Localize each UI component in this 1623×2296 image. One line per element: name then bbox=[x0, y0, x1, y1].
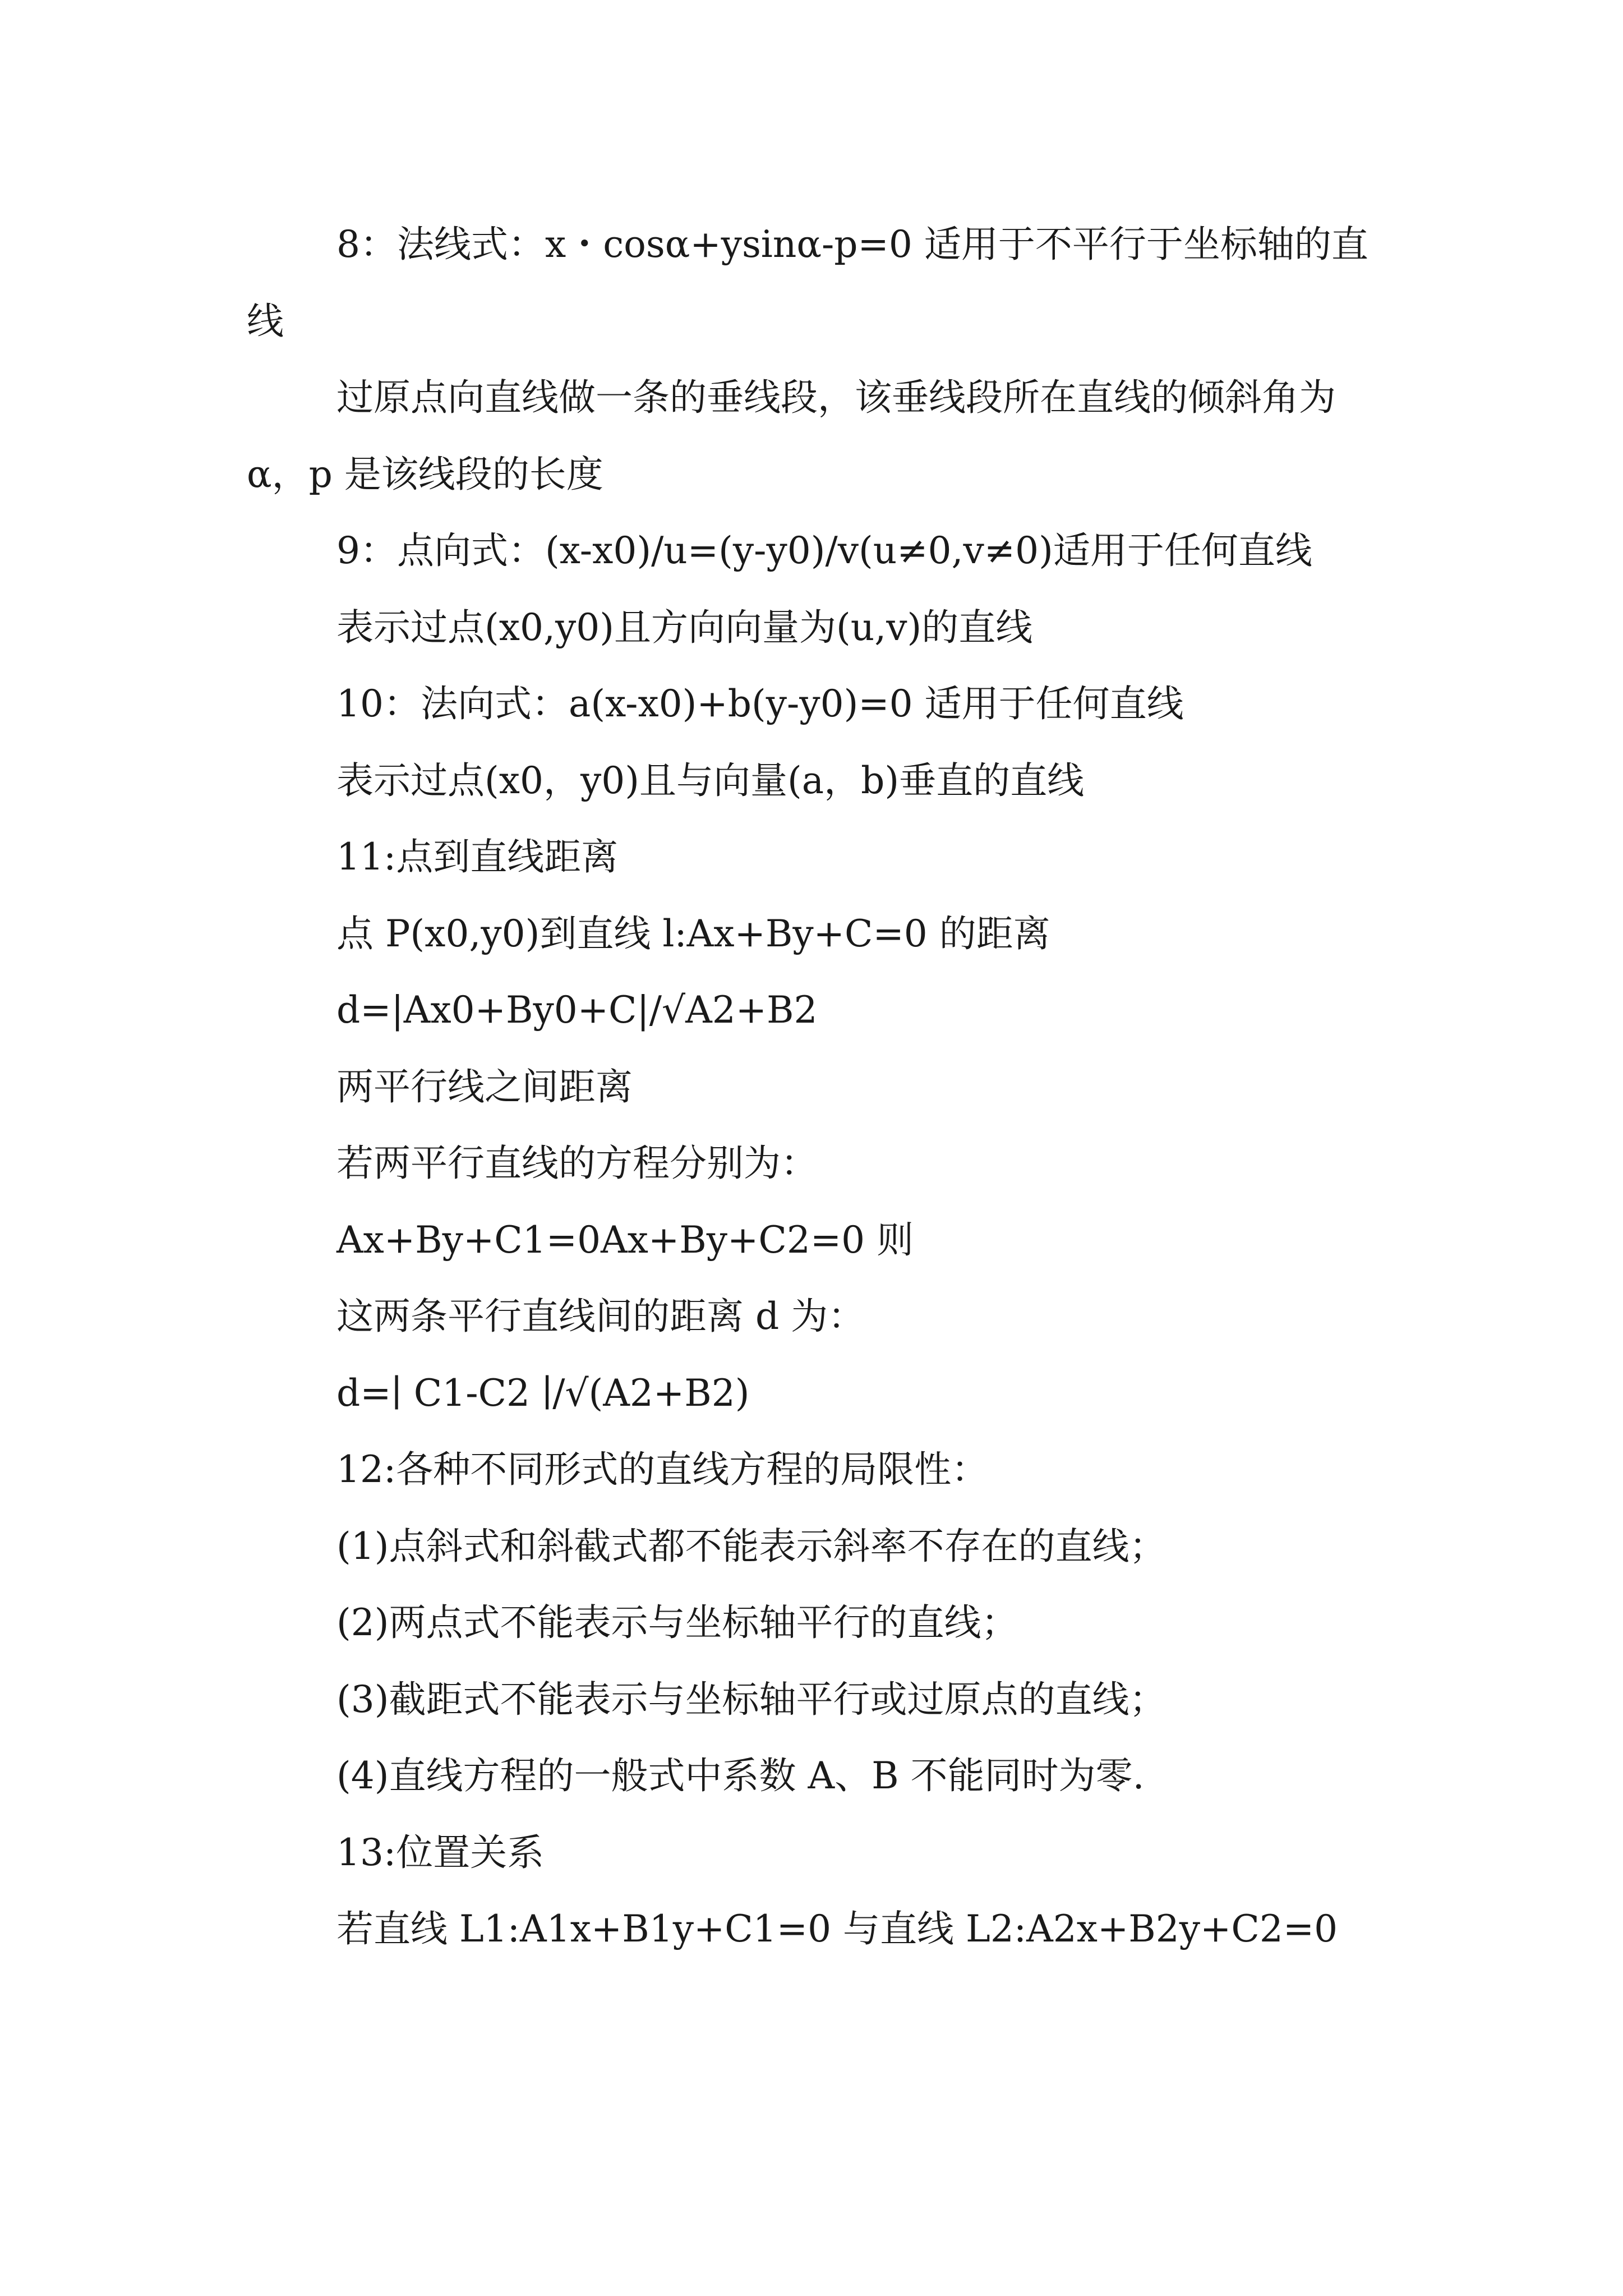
formula-parallel-distance: d=∣ C1-C2 ∣/√(A2+B2) bbox=[336, 1371, 750, 1415]
document-body bbox=[247, 206, 1391, 1968]
heading-parallel-lines-distance: 两平行线之间距离 bbox=[336, 1065, 633, 1108]
list-item-limitation-1: (1)点斜式和斜截式都不能表示斜率不存在的直线； bbox=[336, 1524, 1166, 1568]
paragraph-point-direction-explanation: 表示过点(x0,y0)且方向向量为(u,v)的直线 bbox=[336, 605, 1033, 649]
heading-point-line-distance: 11:点到直线距离 bbox=[336, 835, 619, 878]
list-item-limitation-2: (2)两点式不能表示与坐标轴平行的直线； bbox=[336, 1601, 1018, 1644]
formula-point-line-distance: d=|Ax0+By0+C|/√A2+B2 bbox=[336, 988, 818, 1032]
paragraph-parallel-distance-intro: 这两条平行直线间的距离 d 为： bbox=[336, 1295, 865, 1338]
list-item-limitation-3: (3)截距式不能表示与坐标轴平行或过原点的直线； bbox=[336, 1677, 1166, 1721]
paragraph-point-normal-explanation: 表示过点(x0，y0)且与向量(a，b)垂直的直线 bbox=[336, 758, 1085, 802]
paragraph-normal-form: 8：法线式：x・cosα+ysinα-p=0 适用于不平行于坐标轴的直线 bbox=[247, 223, 1368, 343]
paragraph-point-direction-form: 9：点向式：(x-x0)/u=(y-y0)/v(u≠0,v≠0)适用于任何直线 bbox=[336, 529, 1312, 572]
paragraph-point-normal-form: 10：法向式：a(x-x0)+b(y-y0)=0 适用于任何直线 bbox=[336, 682, 1184, 725]
list-item-limitation-4: (4)直线方程的一般式中系数 A、B 不能同时为零. bbox=[336, 1754, 1145, 1797]
paragraph-point-line-distance: 点 P(x0,y0)到直线 l:Ax+By+C=0 的距离 bbox=[336, 912, 1050, 955]
paragraph-parallel-lines-equations: 若两平行直线的方程分别为： bbox=[336, 1142, 818, 1185]
paragraph-normal-form-explanation: 过原点向直线做一条的垂线段，该垂线段所在直线的倾斜角为α，p 是该线段的长度 bbox=[247, 376, 1336, 496]
heading-limitations: 12:各种不同形式的直线方程的局限性： bbox=[336, 1448, 989, 1491]
heading-position-relation: 13:位置关系 bbox=[336, 1830, 545, 1874]
formula-parallel-lines: Ax+By+C1=0Ax+By+C2=0 则 bbox=[336, 1218, 914, 1262]
paragraph-position-relation: 若直线 L1:A1x+B1y+C1=0 与直线 L2:A2x+B2y+C2=0 bbox=[336, 1907, 1338, 1950]
